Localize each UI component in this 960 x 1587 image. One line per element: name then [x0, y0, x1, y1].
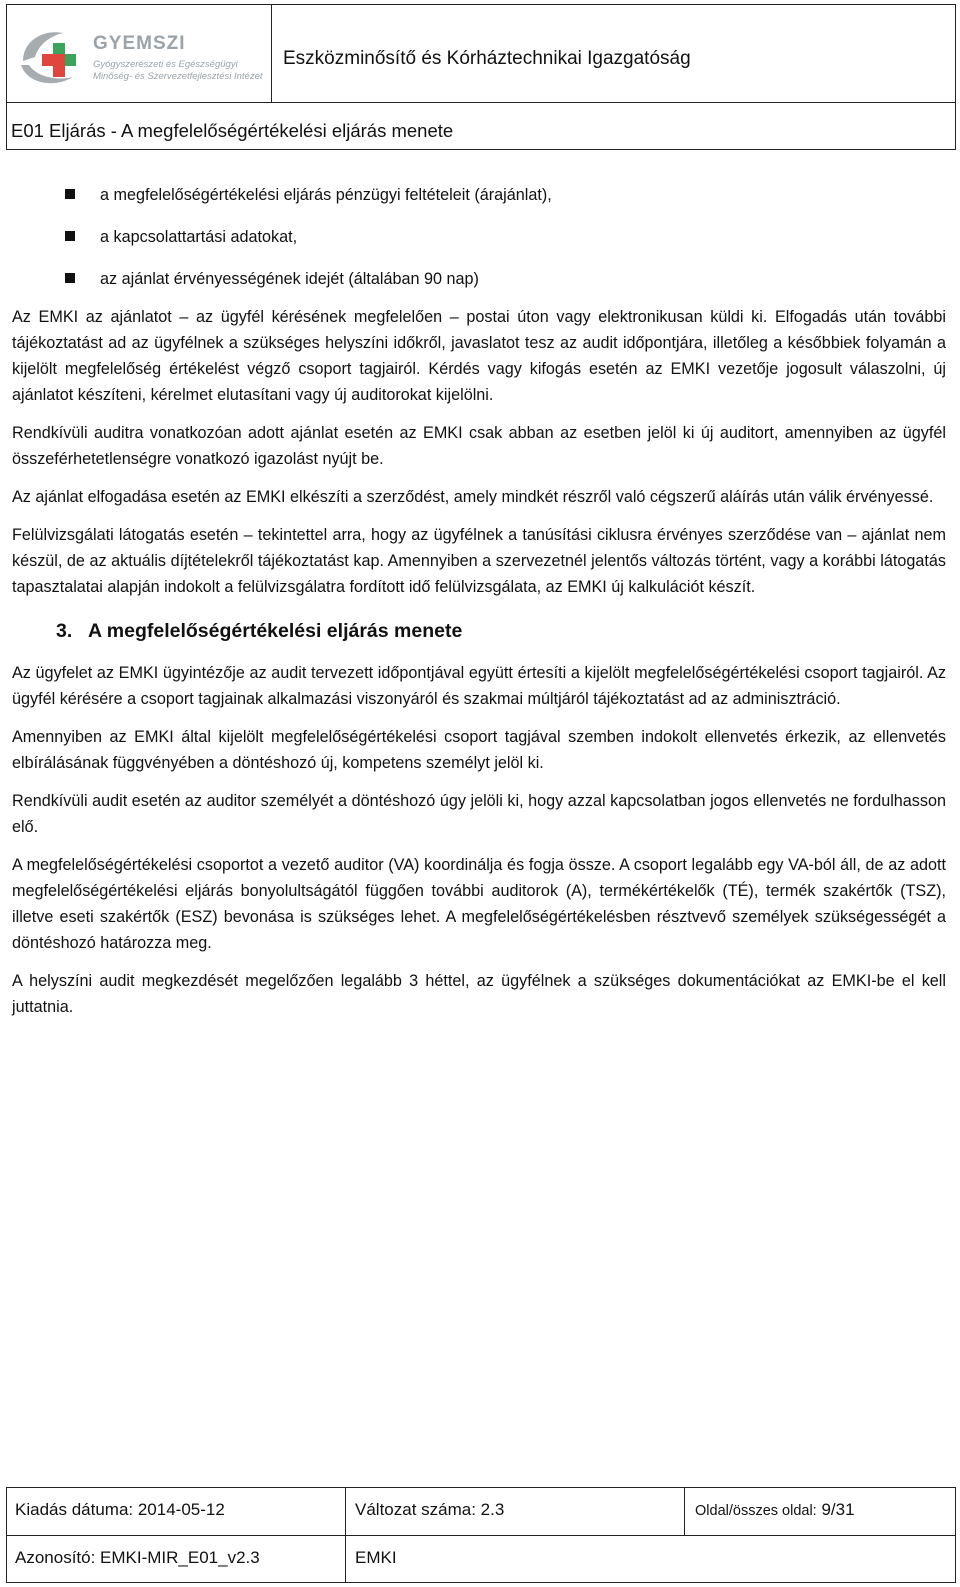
logo-cross-icon: [15, 21, 89, 91]
institute-logo: [15, 21, 265, 91]
paragraph: A helyszíni audit megkezdését megelőzően legalább 3 héttel, az ügyfélnek a szükséges dokumentációkat az EMKI-be el kell juttatnia.: [12, 972, 946, 1016]
logo-name: GYEMSZI: [93, 33, 186, 54]
paragraph: A megfelelőségértékelési csoportot a vezető auditor (VA) koordinálja és fogja össze. A csoport legalább egy VA-ból áll, de az adott megfelelőségértékelési eljárás bonyolultságától függően további auditorok (A), termékértékelők (TÉ), termék szakértők (TSZ), illetve eseti szakértők (ESZ) bevonása is szükséges lehet. A megfelelőségértékelésben résztvevő személyek szükségességét a döntéshozó határozza meg.: [12, 856, 946, 952]
paragraph: Rendkívüli auditra vonatkozóan adott ajánlat esetén az EMKI csak abban az esetben jelöl ki új auditort, amennyiben az ügyfél összeférhetetlenségre vonatkozó igazolást nyújt be.: [12, 424, 946, 468]
header-top-row: [7, 5, 955, 103]
page-label: Oldal/összes oldal:: [695, 1503, 817, 1519]
list-item-text: a kapcsolattartási adatokat,: [100, 228, 298, 246]
list-item: [12, 182, 946, 224]
paragraph: Az ajánlat elfogadása esetén az EMKI elkészíti a szerződést, amely mindkét részről való cégszerű aláírás után válik érvényessé.: [12, 488, 934, 506]
bullet-square-icon: [65, 189, 75, 199]
list-item: [12, 224, 946, 266]
section-title: A megfelelőségértékelési eljárás menete: [88, 620, 463, 642]
bullet-square-icon: [65, 273, 75, 283]
section-heading: [56, 618, 946, 644]
paragraph: Rendkívüli audit esetén az auditor személyét a döntéshozó úgy jelöli ki, hogy azzal kapcsolatban jogos ellenvetés ne fordulhasson elő.: [12, 792, 946, 836]
version-number: Változat száma: 2.3: [355, 1500, 505, 1519]
document-footer: [6, 1487, 956, 1583]
list-item: [12, 266, 946, 304]
issue-date: Kiadás dátuma: 2014-05-12: [15, 1500, 225, 1519]
document-title: E01 Eljárás - A megfelelőségértékelési eljárás menete: [11, 120, 454, 141]
unit-name: EMKI: [355, 1548, 397, 1567]
bullet-square-icon: [65, 231, 75, 241]
bullet-list: [12, 182, 946, 304]
logo-subtitle-1: Gyógyszerészeti és Egészségügyi: [93, 59, 238, 70]
document-header: [6, 4, 956, 150]
paragraph: Az EMKI az ajánlatot – az ügyfél kérésének megfelelően – postai úton vagy elektronikusan küldi ki. Elfogadás után további tájékoztatást ad az ügyfélnek a szükséges helyszíni időkről, javaslatot tesz az audit időpontjára, illetőleg a későbbiek folyamán a kijelölt megfelelőség értékelést végző csoport tagjairól. Kérdés vagy kifogás esetén az EMKI vezetője jogosult válaszolni, új ajánlatot készíteni, kérelmet elutasítani vagy új auditorokat kijelölni.: [12, 308, 946, 404]
section-number: 3.: [56, 620, 73, 642]
list-item-text: a megfelelőségértékelési eljárás pénzügyi feltételeit (árajánlat),: [100, 186, 552, 204]
page-value: 9/31: [821, 1500, 855, 1519]
list-item-text: az ajánlat érvényességének idejét (általában 90 nap): [100, 270, 479, 288]
organization-name: Eszközminősítő és Kórháztechnikai Igazgatóság: [283, 48, 691, 69]
paragraph: Az ügyfelet az EMKI ügyintézője az audit tervezett időpontjával együtt értesíti a kijelölt megfelelőségértékelési csoport tagjairól. Az ügyfél kérésére a csoport tagjainak alkalmazási viszonyáról és szakmai múltjáról tájékoztatást ad az adminisztráció.: [12, 664, 946, 708]
header-divider: [271, 5, 272, 102]
paragraph: Felülvizsgálati látogatás esetén – tekintettel arra, hogy az ügyfélnek a tanúsítási ciklusra érvényes szerződése van – ajánlat nem készül, de az aktuális díjtételekről tájékoztatást kap. Amennyiben a szervezetnél jelentős változás történt, vagy a korábbi látogatás tapasztalatai alapján indokolt a felülvizsgálatra fordított idő felülvizsgálata, az EMKI új kalkulációt készít.: [12, 526, 946, 596]
logo-subtitle-2: Minőség- és Szervezetfejlesztési Intézet: [93, 71, 263, 82]
page-count: [695, 1500, 855, 1520]
paragraph: Amennyiben az EMKI által kijelölt megfelelőségértékelési csoport tagjával szemben indokolt ellenvetés érkezik, az ellenvetés elbírálásának függvényében a döntéshozó új, kompetens személyt jelöl ki.: [12, 728, 946, 772]
document-body: [12, 182, 946, 1032]
document-identifier: Azonosító: EMKI-MIR_E01_v2.3: [15, 1548, 260, 1567]
